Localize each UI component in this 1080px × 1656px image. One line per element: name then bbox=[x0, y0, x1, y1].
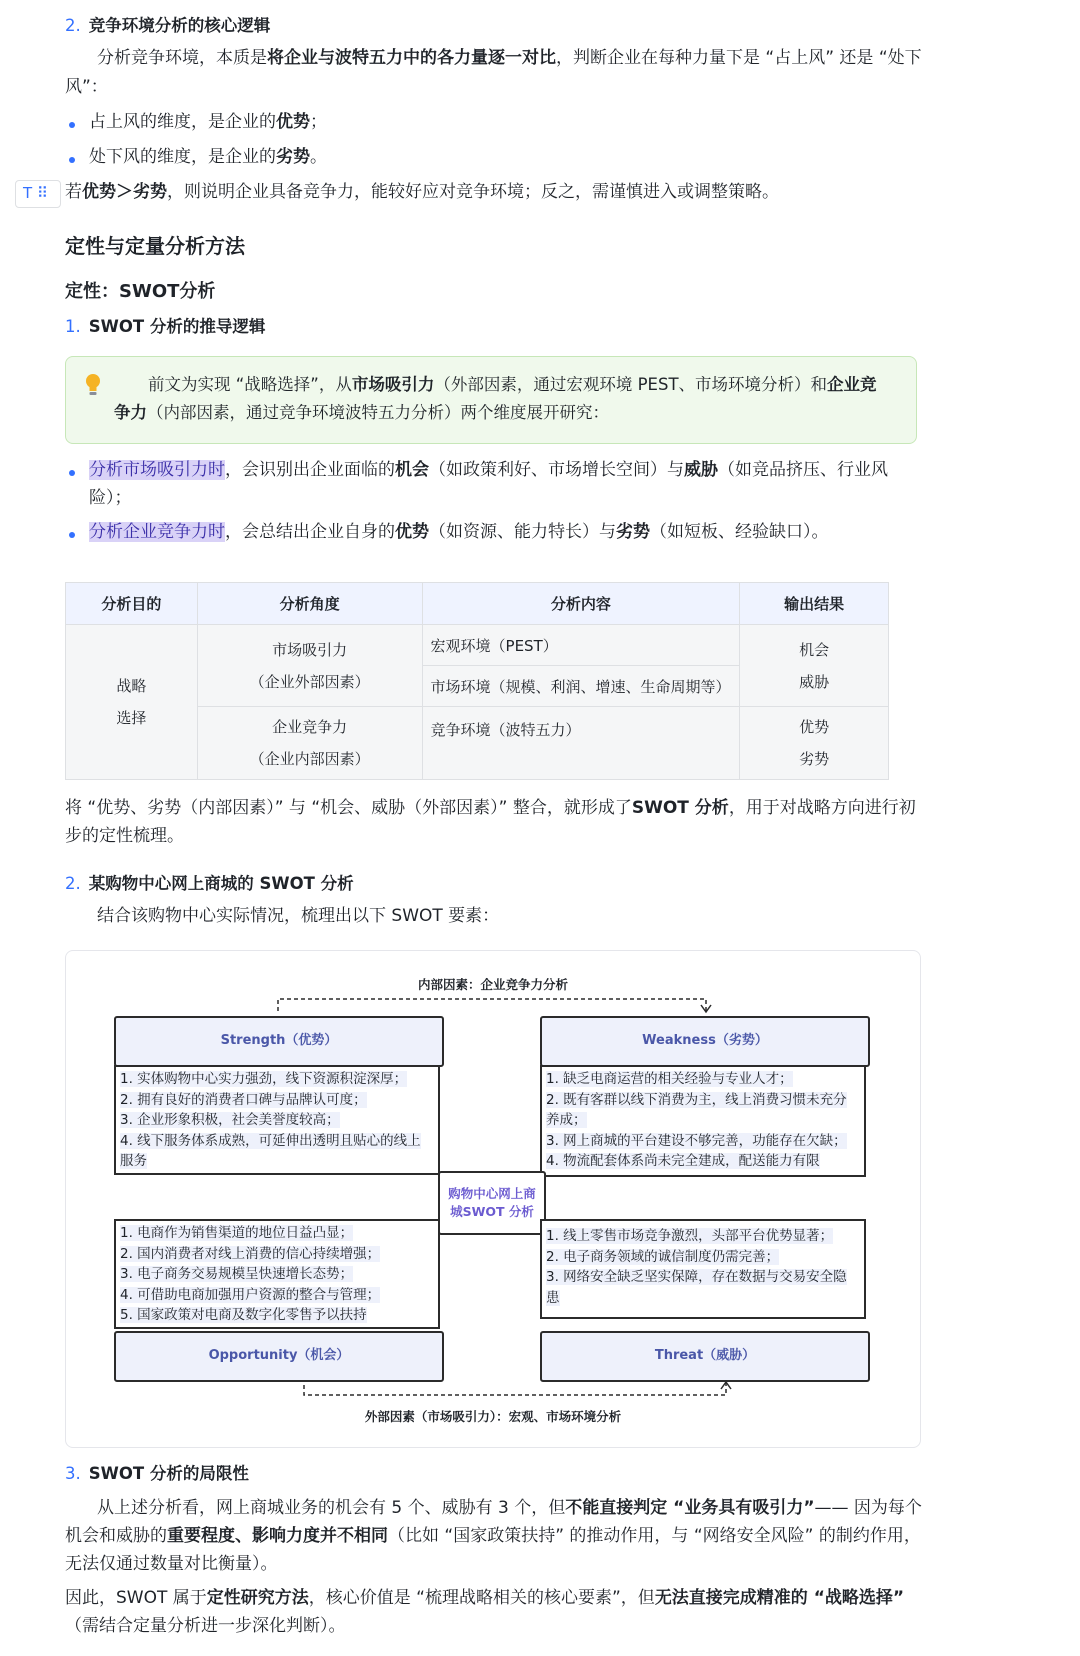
table-cell-purpose: 战略 选择 bbox=[66, 625, 198, 780]
list-item-advantage: 占上风的维度，是企业的优势； bbox=[89, 112, 327, 132]
weakness-header: Weakness（劣势） bbox=[540, 1016, 870, 1067]
list-item-market: 分析市场吸引力时，会识别出企业面临的机会（如政策利好、市场增长空间）与威胁（如竞品挤压、行业风 险）； bbox=[89, 460, 888, 508]
list-number: 2. bbox=[65, 16, 81, 35]
paragraph-competition: 分析竞争环境，本质是将企业与波特五力中的各力量逐一对比，判断企业在每种力量下是 “占上风” 还是 “处下 风”： bbox=[65, 48, 922, 97]
highlighted-text: 分析企业竞争力时 bbox=[89, 522, 225, 542]
bullet-dot bbox=[69, 470, 75, 476]
heading-text: 某购物中心网上商城的 SWOT 分析 bbox=[88, 874, 354, 893]
table-header: 分析角度 bbox=[197, 583, 422, 625]
bullet-dot bbox=[69, 532, 75, 538]
list-item: 3. 网络安全缺乏坚实保障，存在数据与交易安全隐 bbox=[546, 1269, 847, 1285]
list-item: 2. 既有客群以线下消费为主，线上消费习惯未充分 bbox=[546, 1091, 847, 1108]
paragraph-conclusion: 若优势＞劣势，则说明企业具备竞争力，能较好应对竞争环境；反之，需谨慎进入或调整策略。 bbox=[65, 182, 779, 202]
opportunity-list bbox=[114, 1219, 440, 1329]
table-header: 分析目的 bbox=[66, 583, 198, 625]
list-item: 3. 企业形象积极，社会美誉度较高； bbox=[120, 1112, 340, 1128]
highlighted-text: 分析市场吸引力时 bbox=[89, 460, 225, 480]
threat-header: Threat（威胁） bbox=[540, 1331, 870, 1382]
diagram-top-label: 内部因素：企业竞争力分析 bbox=[417, 977, 568, 992]
callout-block bbox=[65, 356, 917, 444]
callout-text: 前文为实现 “战略选择”，从市场吸引力（外部因素，通过宏观环境 PEST、市场环境分析）和企业竞 争力（内部因素，通过竞争环境波特五力分析）两个维度展开研究： bbox=[114, 375, 877, 422]
opportunity-header: Opportunity（机会） bbox=[114, 1331, 444, 1382]
table-cell-angle: 市场吸引力 （企业外部因素） bbox=[197, 625, 422, 707]
list-item: 4. 物流配套体系尚未完全建成，配送能力有限 bbox=[546, 1153, 820, 1169]
list-item: 1. 实体购物中心实力强劲，线下资源积淀深厚； bbox=[120, 1071, 408, 1087]
analysis-table bbox=[65, 582, 889, 780]
paragraph-swot-intro: 结合该购物中心实际情况，梳理出以下 SWOT 要素： bbox=[97, 906, 500, 926]
bullet-dot bbox=[69, 122, 75, 128]
table-header-row bbox=[66, 583, 889, 625]
list-item-competitiveness: 分析企业竞争力时，会总结出企业自身的优势（如资源、能力特长）与劣势（如短板、经验缺口）。 bbox=[89, 522, 829, 542]
table-header: 分析内容 bbox=[422, 583, 740, 625]
list-item: 4. 线下服务体系成熟，可延伸出透明且贴心的线上 bbox=[120, 1132, 421, 1149]
section-heading-swot-case bbox=[65, 870, 354, 894]
list-item: 2. 电子商务领域的诚信制度仍需完善； bbox=[546, 1248, 780, 1265]
list-item: 2. 拥有良好的消费者口碑与品牌认可度； bbox=[120, 1091, 367, 1108]
table-row bbox=[66, 625, 889, 666]
strength-list bbox=[114, 1065, 440, 1175]
swot-center-label: 购物中心网上商 城SWOT 分析 bbox=[438, 1171, 546, 1235]
text-block-handle-icon[interactable]: T ⠿ bbox=[15, 180, 61, 208]
list-item: 3. 网上商城的平台建设不够完善，功能存在欠缺； bbox=[546, 1132, 847, 1149]
table-cell-output: 机会 威胁 bbox=[740, 625, 889, 707]
table-cell-content: 竞争环境（波特五力） bbox=[422, 707, 740, 780]
heading-text: 竞争环境分析的核心逻辑 bbox=[88, 16, 271, 35]
section-heading-swot-logic bbox=[65, 313, 265, 337]
section-heading-limitations bbox=[65, 1460, 249, 1484]
strength-header: Strength（优势） bbox=[114, 1016, 444, 1067]
paragraph-limitations: 从上述分析看，网上商城业务的机会有 5 个、威胁有 3 个，但不能直接判定 “业务具有吸引力”—— 因为每个 机会和威胁的重要程度、影响力度并不相同（比如 “国家政策扶持” 的推动作用，与 “网络安全风险” 的制约作用， 无法仅通过数量对比衡量）。 bbox=[65, 1498, 922, 1574]
threat-list bbox=[540, 1219, 866, 1319]
paragraph-final: 因此，SWOT 属于定性研究方法，核心价值是 “梳理战略相关的核心要素”，但无法直接完成精准的 “战略选择” （需结合定量分析进一步深化判断）。 bbox=[65, 1588, 905, 1636]
list-item-disadvantage: 处下风的维度，是企业的劣势。 bbox=[89, 147, 327, 167]
list-item: 患 bbox=[546, 1289, 560, 1306]
section-heading-competition-logic bbox=[65, 12, 270, 36]
heading-methods: 定性与定量分析方法 bbox=[65, 234, 245, 258]
table-cell-content: 宏观环境（PEST） bbox=[422, 625, 740, 666]
swot-diagram bbox=[65, 950, 921, 1448]
diagram-bottom-label: 外部因素（市场吸引力）：宏观、市场环境分析 bbox=[364, 1409, 622, 1424]
list-item: 1. 缺乏电商运营的相关经验与专业人才； bbox=[546, 1071, 793, 1087]
list-item: 2. 国内消费者对线上消费的信心持续增强； bbox=[120, 1245, 381, 1262]
list-item: 5. 国家政策对电商及数字化零售予以扶持 bbox=[120, 1307, 367, 1323]
list-item: 4. 可借助电商加强用户资源的整合与管理； bbox=[120, 1286, 381, 1303]
table-header: 输出结果 bbox=[740, 583, 889, 625]
table-cell-angle: 企业竞争力 （企业内部因素） bbox=[197, 707, 422, 780]
list-item: 养成； bbox=[546, 1112, 587, 1128]
lightbulb-icon bbox=[84, 373, 102, 401]
list-item: 服务 bbox=[120, 1153, 147, 1169]
list-item: 3. 电子商务交易规模呈快速增长态势； bbox=[120, 1266, 354, 1282]
bullet-dot bbox=[69, 157, 75, 163]
list-number: 2. bbox=[65, 874, 81, 893]
heading-swot: 定性：SWOT分析 bbox=[65, 281, 216, 302]
heading-text: SWOT 分析的局限性 bbox=[88, 1464, 249, 1483]
weakness-list bbox=[540, 1065, 866, 1177]
table-cell-output: 优势 劣势 bbox=[740, 707, 889, 780]
list-number: 3. bbox=[65, 1464, 81, 1483]
table-cell-content: 市场环境（规模、利润、增速、生命周期等） bbox=[422, 666, 740, 707]
paragraph-integration: 将 “优势、劣势（内部因素）” 与 “机会、威胁（外部因素）” 整合，就形成了SWOT 分析，用于对战略方向进行初 步的定性梳理。 bbox=[65, 798, 916, 846]
heading-text: SWOT 分析的推导逻辑 bbox=[88, 317, 266, 336]
list-item: 1. 线上零售市场竞争激烈，头部平台优势显著； bbox=[546, 1228, 834, 1244]
list-item: 1. 电商作为销售渠道的地位日益凸显； bbox=[120, 1225, 354, 1241]
list-number: 1. bbox=[65, 317, 81, 336]
